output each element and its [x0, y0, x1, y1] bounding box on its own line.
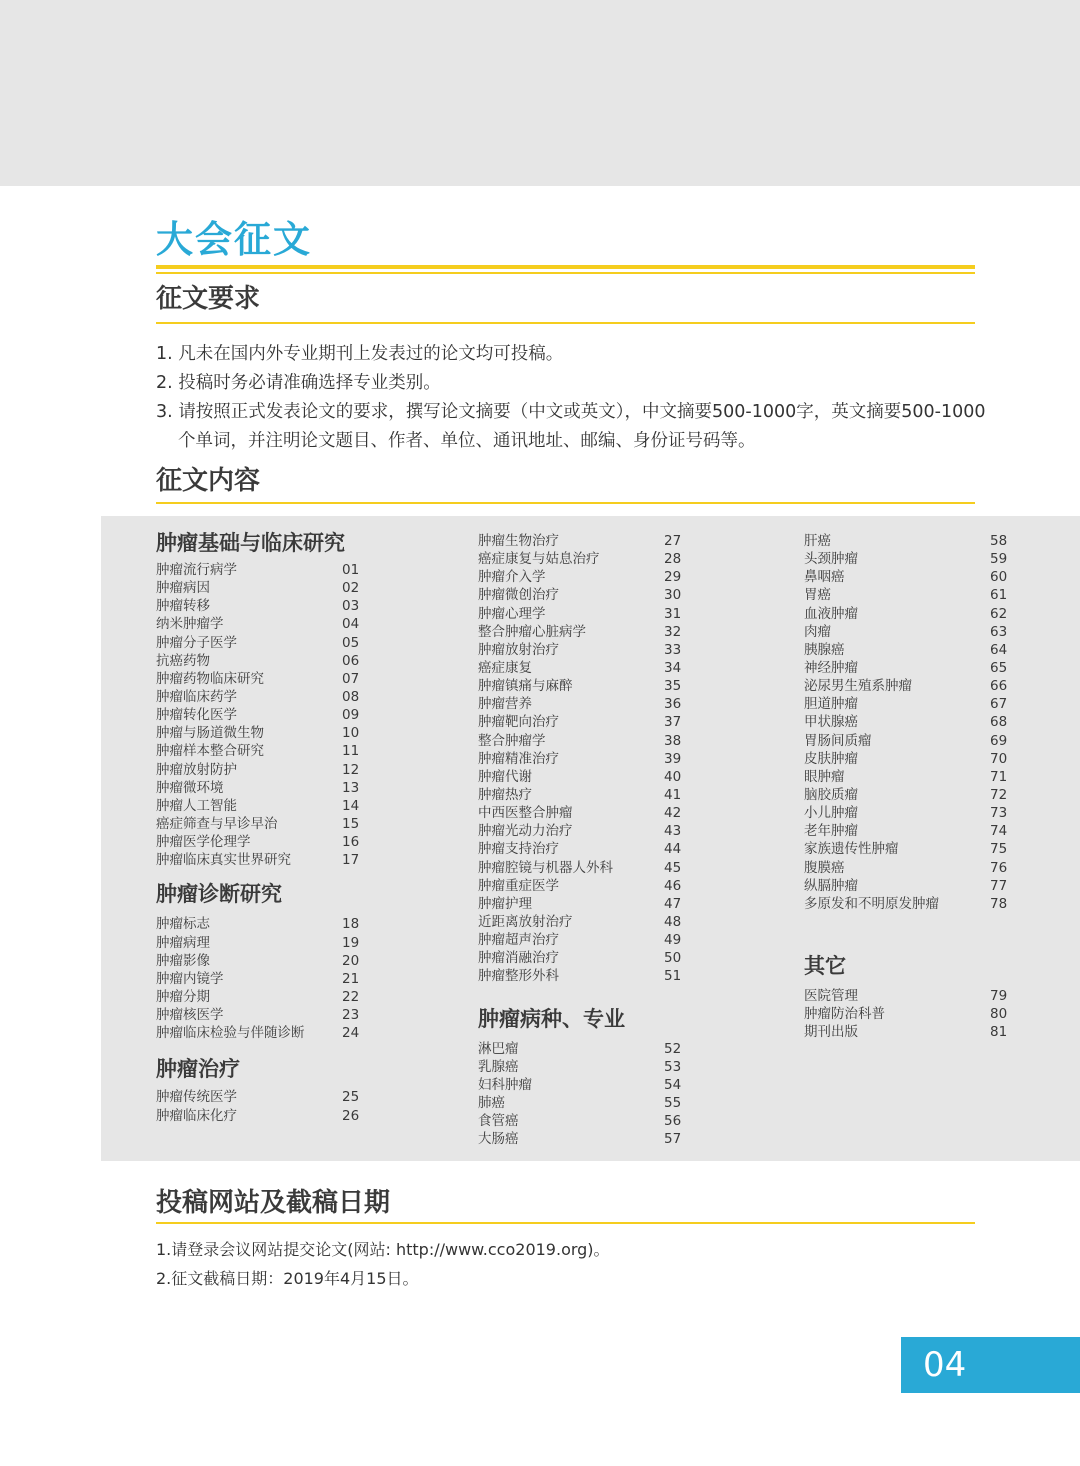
topics-column-2 — [478, 532, 684, 1148]
topic-code: 11 — [342, 743, 360, 760]
topic-code: 65 — [990, 659, 1008, 676]
topic-item — [156, 952, 362, 970]
topic-name: 肿瘤临床真实世界研究 — [156, 852, 291, 869]
topic-item — [804, 659, 1010, 677]
title-divider-thick — [156, 265, 975, 269]
topic-name: 淋巴瘤 — [478, 1040, 519, 1057]
topic-code: 31 — [664, 605, 682, 622]
topic-code: 03 — [342, 598, 360, 615]
topic-name: 肿瘤腔镜与机器人外科 — [478, 859, 613, 876]
topic-code: 06 — [342, 652, 360, 669]
topic-item — [478, 913, 684, 931]
topic-name: 肝癌 — [804, 533, 831, 549]
topic-item — [478, 859, 684, 877]
topic-item — [478, 931, 684, 949]
topic-name: 食管癌 — [478, 1113, 519, 1130]
topic-code: 45 — [664, 859, 682, 876]
topic-item — [156, 615, 362, 633]
topic-item — [804, 532, 1010, 550]
topic-code: 32 — [664, 623, 682, 640]
topic-name: 整合肿瘤心脏病学 — [478, 623, 586, 640]
topic-item — [478, 1112, 684, 1130]
topic-item — [478, 804, 684, 822]
topic-name: 肿瘤营养 — [478, 696, 532, 713]
topic-code: 33 — [664, 641, 682, 658]
topic-name: 中西医整合肿瘤 — [478, 805, 573, 822]
topic-item — [156, 815, 362, 833]
topic-name: 胰腺癌 — [804, 641, 845, 658]
topic-code: 22 — [342, 988, 360, 1005]
topic-item — [156, 597, 362, 615]
topic-name: 肿瘤分期 — [156, 988, 210, 1005]
topic-name: 肿瘤重症医学 — [478, 877, 559, 894]
topic-item — [478, 659, 684, 677]
topic-code: 27 — [664, 533, 682, 549]
requirement-item: 3. 请按照正式发表论文的要求，撰写论文摘要（中文或英文），中文摘要500-1000字，英文摘要500-1000个单词，并注明论文题目、作者、单位、通讯地址、邮编、身份证号码等。 — [156, 402, 986, 451]
topic-name: 肿瘤临床化疗 — [156, 1107, 237, 1124]
topic-code: 60 — [990, 569, 1008, 586]
category-title: 肿瘤治疗 — [156, 1057, 240, 1082]
topic-name: 肿瘤镇痛与麻醉 — [478, 678, 573, 695]
topic-item — [804, 1005, 1010, 1023]
topic-code: 02 — [342, 580, 360, 597]
topic-item — [478, 840, 684, 858]
topic-code: 73 — [990, 805, 1008, 822]
topic-name: 肿瘤防治科普 — [804, 1006, 885, 1023]
topic-code: 29 — [664, 569, 682, 586]
topic-code: 34 — [664, 659, 682, 676]
topics-column-1 — [156, 528, 362, 1125]
topic-name: 肿瘤临床检验与伴随诊断 — [156, 1025, 305, 1042]
topic-item — [478, 550, 684, 568]
topic-name: 肿瘤药物临床研究 — [156, 670, 264, 687]
topic-item — [156, 779, 362, 797]
topic-code: 01 — [342, 562, 360, 578]
topic-item — [156, 1006, 362, 1024]
topic-item — [804, 732, 1010, 750]
topic-item — [156, 851, 362, 869]
category-items — [804, 532, 1010, 913]
topics-heading: 征文内容 — [156, 466, 261, 496]
topic-code: 14 — [342, 797, 360, 814]
topic-item — [156, 670, 362, 688]
topic-code: 07 — [342, 670, 360, 687]
topic-name: 肿瘤生物治疗 — [478, 533, 559, 549]
topic-item — [804, 677, 1010, 695]
topics-divider — [156, 502, 975, 504]
topic-code: 51 — [664, 968, 682, 985]
topic-code: 18 — [342, 916, 360, 933]
topic-code: 16 — [342, 834, 360, 851]
topic-code: 41 — [664, 786, 682, 803]
topic-item — [478, 695, 684, 713]
topic-item — [478, 713, 684, 731]
topic-name: 胃癌 — [804, 587, 831, 604]
topic-name: 肿瘤靶向治疗 — [478, 714, 559, 731]
topic-name: 肿瘤介入学 — [478, 569, 546, 586]
topic-name: 乳腺癌 — [478, 1058, 519, 1075]
topic-name: 肿瘤医学伦理学 — [156, 834, 251, 851]
topic-name: 胃肠间质瘤 — [804, 732, 872, 749]
topic-code: 79 — [990, 987, 1008, 1004]
topic-name: 多原发和不明原发肿瘤 — [804, 895, 939, 912]
topic-item — [156, 724, 362, 742]
topic-code: 81 — [990, 1024, 1008, 1041]
topic-name: 纳米肿瘤学 — [156, 616, 224, 633]
topic-code: 43 — [664, 823, 682, 840]
topic-item — [804, 605, 1010, 623]
topic-code: 38 — [664, 732, 682, 749]
topic-item — [478, 895, 684, 913]
top-gray-band — [0, 0, 1080, 186]
topic-name: 肿瘤病因 — [156, 580, 210, 597]
topic-name: 肿瘤放射治疗 — [478, 641, 559, 658]
topic-code: 42 — [664, 805, 682, 822]
topic-item — [478, 605, 684, 623]
topic-name: 肿瘤传统医学 — [156, 1089, 237, 1106]
category-items — [156, 561, 362, 869]
topic-code: 67 — [990, 696, 1008, 713]
topic-code: 78 — [990, 895, 1008, 912]
topic-code: 20 — [342, 952, 360, 969]
topic-item — [478, 1130, 684, 1148]
topic-item — [156, 561, 362, 579]
topic-item — [804, 804, 1010, 822]
topic-name: 肺癌 — [478, 1094, 505, 1111]
topic-item — [478, 586, 684, 604]
topic-name: 小儿肿瘤 — [804, 805, 858, 822]
topic-code: 05 — [342, 634, 360, 651]
page-title: 大会征文 — [156, 218, 312, 261]
category-items — [804, 987, 1010, 1041]
requirement-item: 2. 投稿时务必请准确选择专业类别。 — [156, 373, 441, 393]
topic-item — [804, 877, 1010, 895]
topic-item — [478, 967, 684, 985]
topic-item — [478, 1040, 684, 1058]
topic-item — [156, 761, 362, 779]
topic-code: 36 — [664, 696, 682, 713]
topic-name: 神经肿瘤 — [804, 659, 858, 676]
requirement-item: 1. 凡未在国内外专业期刊上发表过的论文均可投稿。 — [156, 344, 564, 364]
topic-item — [804, 1023, 1010, 1041]
topic-item — [804, 768, 1010, 786]
topic-name: 医院管理 — [804, 987, 858, 1004]
topic-code: 15 — [342, 815, 360, 832]
topic-item — [156, 634, 362, 652]
topic-code: 75 — [990, 841, 1008, 858]
requirements-list — [156, 340, 986, 456]
topic-code: 55 — [664, 1094, 682, 1111]
topic-name: 老年肿瘤 — [804, 823, 858, 840]
requirements-divider — [156, 322, 975, 324]
topic-item — [804, 695, 1010, 713]
topic-code: 24 — [342, 1025, 360, 1042]
topic-name: 癌症筛查与早诊早治 — [156, 815, 278, 832]
topic-name: 肿瘤病理 — [156, 934, 210, 951]
topic-code: 21 — [342, 970, 360, 987]
topic-name: 腹膜癌 — [804, 859, 845, 876]
topic-item — [478, 1094, 684, 1112]
category-title: 肿瘤基础与临床研究 — [156, 531, 345, 555]
topic-code: 70 — [990, 750, 1008, 767]
topic-item — [156, 833, 362, 851]
topic-code: 52 — [664, 1040, 682, 1057]
topic-code: 44 — [664, 841, 682, 858]
topic-code: 53 — [664, 1058, 682, 1075]
topic-name: 肿瘤核医学 — [156, 1007, 224, 1024]
topic-code: 58 — [990, 533, 1008, 549]
page-number: 04 — [901, 1337, 1080, 1393]
topic-code: 57 — [664, 1131, 682, 1148]
submission-list — [156, 1235, 610, 1293]
topic-code: 59 — [990, 551, 1008, 568]
topic-name: 家族遗传性肿瘤 — [804, 841, 899, 858]
topic-name: 肿瘤护理 — [478, 895, 532, 912]
topic-code: 13 — [342, 779, 360, 796]
topic-name: 肿瘤流行病学 — [156, 562, 237, 578]
topic-name: 肿瘤整形外科 — [478, 968, 559, 985]
topic-code: 66 — [990, 678, 1008, 695]
topic-item — [804, 550, 1010, 568]
topic-item — [478, 532, 684, 550]
topic-code: 25 — [342, 1089, 360, 1106]
topic-name: 眼肿瘤 — [804, 768, 845, 785]
topic-name: 血液肿瘤 — [804, 605, 858, 622]
topic-item — [478, 641, 684, 659]
topic-item — [478, 1058, 684, 1076]
topic-name: 肿瘤内镜学 — [156, 970, 224, 987]
topic-code: 49 — [664, 932, 682, 949]
topic-code: 40 — [664, 768, 682, 785]
topic-code: 12 — [342, 761, 360, 778]
topic-name: 脑胶质瘤 — [804, 786, 858, 803]
topic-name: 甲状腺癌 — [804, 714, 858, 731]
category-title: 肿瘤病种、专业 — [478, 1006, 625, 1031]
topic-name: 肿瘤支持治疗 — [478, 841, 559, 858]
topic-code: 72 — [990, 786, 1008, 803]
topic-code: 37 — [664, 714, 682, 731]
topic-item — [156, 988, 362, 1006]
topic-code: 62 — [990, 605, 1008, 622]
topic-code: 46 — [664, 877, 682, 894]
topic-item — [804, 859, 1010, 877]
topic-name: 肿瘤消融治疗 — [478, 950, 559, 967]
topic-item — [478, 623, 684, 641]
topic-code: 69 — [990, 732, 1008, 749]
topic-item — [804, 786, 1010, 804]
topic-item — [804, 987, 1010, 1005]
topic-name: 头颈肿瘤 — [804, 551, 858, 568]
topic-code: 71 — [990, 768, 1008, 785]
topic-code: 23 — [342, 1007, 360, 1024]
topic-name: 肿瘤转移 — [156, 598, 210, 615]
category-items — [478, 1040, 684, 1149]
topic-code: 48 — [664, 913, 682, 930]
topic-code: 77 — [990, 877, 1008, 894]
topic-item — [804, 840, 1010, 858]
topic-name: 鼻咽癌 — [804, 569, 845, 586]
submission-website[interactable]: 1.请登录会议网站提交论文(网站: http://www.cco2019.org)。 — [156, 1240, 610, 1259]
topic-name: 肿瘤人工智能 — [156, 797, 237, 814]
topic-code: 76 — [990, 859, 1008, 876]
topic-item — [156, 688, 362, 706]
topic-code: 08 — [342, 688, 360, 705]
submission-divider — [156, 1222, 975, 1224]
topic-code: 64 — [990, 641, 1008, 658]
topic-code: 09 — [342, 707, 360, 724]
topic-code: 50 — [664, 950, 682, 967]
topic-name: 肿瘤光动力治疗 — [478, 823, 573, 840]
topic-item — [156, 579, 362, 597]
topic-name: 肿瘤分子医学 — [156, 634, 237, 651]
topic-code: 80 — [990, 1006, 1008, 1023]
topic-name: 癌症康复 — [478, 659, 532, 676]
topic-item — [156, 970, 362, 988]
topic-item — [156, 1107, 362, 1125]
topic-item — [804, 623, 1010, 641]
topic-code: 61 — [990, 587, 1008, 604]
topic-code: 54 — [664, 1076, 682, 1093]
topic-item — [804, 568, 1010, 586]
topic-name: 期刊出版 — [804, 1024, 858, 1041]
topic-item — [478, 877, 684, 895]
topic-name: 肿瘤精准治疗 — [478, 750, 559, 767]
topic-item — [478, 568, 684, 586]
topic-name: 泌尿男生殖系肿瘤 — [804, 678, 912, 695]
title-divider-thin — [156, 272, 975, 274]
topic-item — [478, 677, 684, 695]
topic-code: 56 — [664, 1113, 682, 1130]
topic-item — [804, 750, 1010, 768]
topic-name: 肿瘤标志 — [156, 916, 210, 933]
topic-item — [156, 797, 362, 815]
topic-item — [804, 586, 1010, 604]
topic-item — [156, 652, 362, 670]
topics-panel — [101, 516, 1080, 1161]
topic-item — [156, 1024, 362, 1042]
requirements-heading: 征文要求 — [156, 284, 261, 314]
topic-item — [156, 1088, 362, 1106]
topic-item — [156, 915, 362, 933]
topic-code: 26 — [342, 1107, 360, 1124]
topic-item — [478, 822, 684, 840]
topic-item — [478, 768, 684, 786]
topic-code: 30 — [664, 587, 682, 604]
topic-code: 04 — [342, 616, 360, 633]
topic-name: 抗癌药物 — [156, 652, 210, 669]
topic-name: 肿瘤影像 — [156, 952, 210, 969]
topic-item — [478, 949, 684, 967]
topic-item — [478, 1076, 684, 1094]
submission-heading: 投稿网站及截稿日期 — [156, 1188, 391, 1218]
topic-item — [478, 732, 684, 750]
topic-item — [804, 895, 1010, 913]
topic-code: 39 — [664, 750, 682, 767]
topic-name: 大肠癌 — [478, 1131, 519, 1148]
topic-item — [156, 706, 362, 724]
topic-code: 19 — [342, 934, 360, 951]
topic-item — [804, 822, 1010, 840]
topic-name: 肿瘤超声治疗 — [478, 932, 559, 949]
category-title: 肿瘤诊断研究 — [156, 882, 282, 907]
topic-name: 肿瘤临床药学 — [156, 688, 237, 705]
topic-item — [156, 742, 362, 760]
topic-name: 肿瘤微环境 — [156, 779, 224, 796]
topic-name: 肿瘤微创治疗 — [478, 587, 559, 604]
topic-code: 74 — [990, 823, 1008, 840]
topic-name: 整合肿瘤学 — [478, 732, 546, 749]
topic-name: 肿瘤热疗 — [478, 786, 532, 803]
topic-code: 17 — [342, 852, 360, 869]
topic-code: 10 — [342, 725, 360, 742]
topic-name: 癌症康复与姑息治疗 — [478, 551, 600, 568]
topic-code: 28 — [664, 551, 682, 568]
topic-name: 肉瘤 — [804, 623, 831, 640]
topic-name: 肿瘤心理学 — [478, 605, 546, 622]
topic-name: 肿瘤样本整合研究 — [156, 743, 264, 760]
category-items — [156, 915, 362, 1042]
topic-code: 68 — [990, 714, 1008, 731]
topic-item — [156, 934, 362, 952]
topic-name: 肿瘤放射防护 — [156, 761, 237, 778]
submission-deadline: 2.征文截稿日期：2019年4月15日。 — [156, 1269, 419, 1288]
topic-code: 35 — [664, 678, 682, 695]
topics-column-3 — [804, 532, 1010, 1041]
topic-name: 胆道肿瘤 — [804, 696, 858, 713]
category-items — [156, 1088, 362, 1124]
topic-name: 肿瘤转化医学 — [156, 707, 237, 724]
category-items — [478, 532, 684, 986]
topic-item — [804, 713, 1010, 731]
topic-item — [478, 786, 684, 804]
topic-name: 皮肤肿瘤 — [804, 750, 858, 767]
topic-item — [478, 750, 684, 768]
topic-code: 47 — [664, 895, 682, 912]
topic-name: 纵膈肿瘤 — [804, 877, 858, 894]
topic-name: 肿瘤代谢 — [478, 768, 532, 785]
topic-code: 63 — [990, 623, 1008, 640]
topic-item — [804, 641, 1010, 659]
category-title: 其它 — [804, 953, 846, 978]
topic-name: 妇科肿瘤 — [478, 1076, 532, 1093]
topic-name: 肿瘤与肠道微生物 — [156, 725, 264, 742]
topic-name: 近距离放射治疗 — [478, 913, 573, 930]
